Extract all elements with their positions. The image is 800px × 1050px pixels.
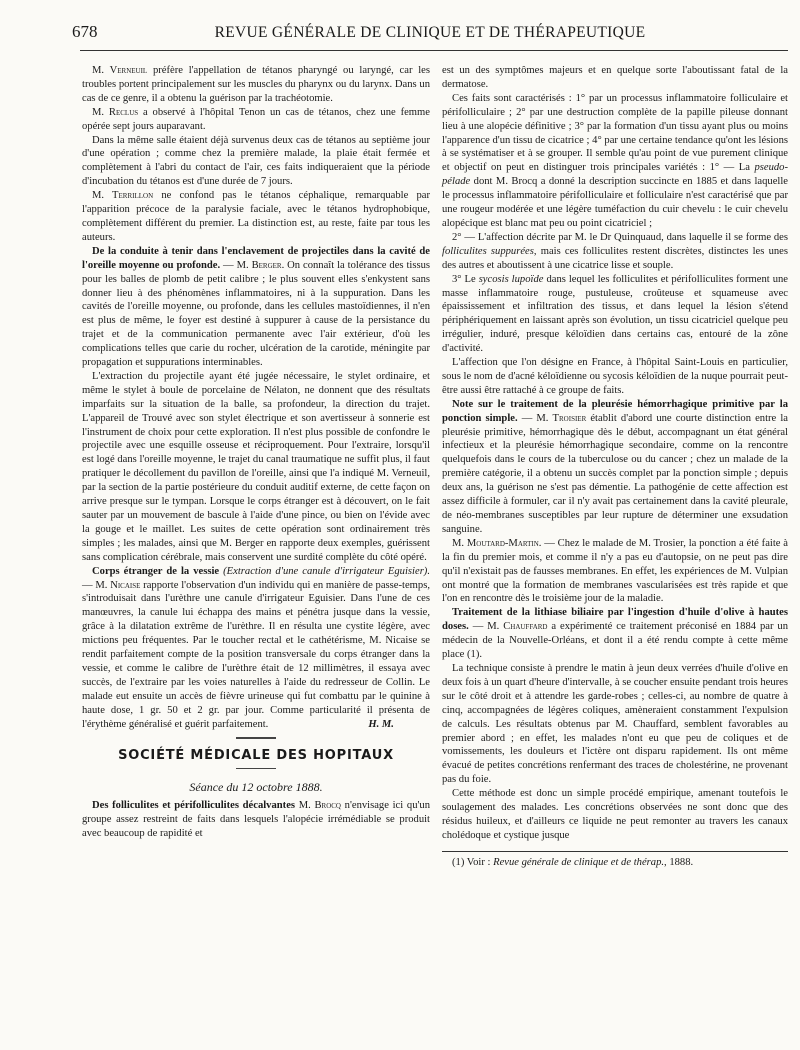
section-title: Note sur le traitement de la pleurésie hémorrhagique primitive par la ponction simple. xyxy=(442,398,788,424)
author-name: M. Berger xyxy=(236,259,282,271)
section-title: Des folliculites et périfolliculites décalvantes xyxy=(92,800,296,812)
author-name: M. Verneuil xyxy=(92,65,148,76)
paragraph: Cette méthode est donc un simple procédé empirique, amenant toutefois le soulagement des malades. Les concrétions observées ne sont donc que des résidus huileux, et d'ailleurs ce liquide ne peut remonter au travers les canaux cholédoque et cystique jusque xyxy=(442,788,788,841)
paragraph: Ces faits sont caractérisés : 1° par un processus inflammatoire folliculaire et périfolliculaire ; 2° par une destruction complète de la papille pileuse donnant lieu à une alopécie définitive ; 3° par la formation d'un tissu ayant plus ou moins l'apparence d'un tissu de cicatrice ; 4° par une certaine tendance qu'ont les lésions à se systématiser et à se grouper. Il semble qu'au point de vue purement clinique et objectif on peut en distinguer trois principales variétés : 1° — La pseudo-pélade dont M. Brocq a donné la description succincte en 1885 et dans laquelle le processus inflammatoire périfolliculaire et folliculaire n'est caractérisé que par une rougeur modérée et une légère tuméfaction du cuir chevelu : le cuir chevelu alopécique est blanc mat peu ou point cicatriciel ; xyxy=(442,92,788,229)
author-name: Chauffard xyxy=(503,621,548,633)
paragraph: L'affection que l'on désigne en France, à l'hôpital Saint-Louis en particulier, sous le nom de d'acné kéloïdienne ou sycosis kéloïdien de la nuque pourrait peut-être aussi être rattaché à ce groupe de faits. xyxy=(442,357,788,396)
paragraph: Note sur le traitement de la pleurésie hémorrhagique primitive par la ponction simple. — M. Troisier établit d'abord une courte distinction entre la pleurésie primitive, hémorrhagique dès le début, accompagnant un état général infectieux et la pleurésie hémorrhagique secondaire, comme on la rencontre quelquefois dans le cours de la tuberculose ou du cancer ; chez un malade de la première catégorie, il a obtenu un succès complet par la ponction simple ; depuis deux ans, la guérison ne s'est pas démentie. La pathogénie de cette affection est assez difficile à formuler, car il n'y avait pas certainement dans la cavité pleurale, de néo-membranes susceptibles par leur rupture de déterminer une exsudation sanguine. xyxy=(442,398,788,535)
paragraph: Des folliculites et périfolliculites décalvantes M. Brocq n'envisage ici qu'un groupe assez restreint de faits dans lesquels l'alopécie irrémédiable se produit avec beaucoup de rapidité et xyxy=(82,800,430,840)
session-date: Séance du 12 octobre 1888. xyxy=(189,780,323,795)
paragraph: La technique consiste à prendre le matin à jeun deux verrées d'huile d'olive en deux fois à un quart d'heure d'intervalle, à se coucher ensuite pendant trois heures sur le côté droit et à attendre les garde-robes ; celles-ci, au nombre de quatre à cinq, accompagnées de légères coliques, amèneraient constamment l'expulsion de calculs. Les résultats obtenus par M. Chauffard, semblent favorables au premier abord ; en effet, les malades n'ont eu que peu de coliques et de vomissements, les douleurs et l'ictère ont disparu rapidement. Ils ont même évacué de petites concrétions renfermant des traces de cholestérine, ne provenant pas du foie. xyxy=(442,662,788,786)
divider xyxy=(236,768,276,769)
page-number: 678 xyxy=(72,22,98,41)
paragraph: M. Moutard-Martin. — Chez le malade de M. Trosier, la ponction a été faite à la fin du premier mois, et comme il n'y a pas eu d'autopsie, on ne peut pas dire qu'il n'existait pas de fausses membranes. En effet, les expériences de M. Vulpian ont montré que la formation de membranes vascularisées est très rapide et que l'on en rencontre dès le troisième jour de la maladie. xyxy=(442,537,788,605)
footnote: (1) Voir : Revue générale de clinique et de thérap., 1888. xyxy=(452,856,694,868)
author-name: M. Terrillon xyxy=(92,190,154,202)
footnote-rule xyxy=(442,851,788,852)
section-title: Traitement de la lithiase biliaire par l'ingestion d'huile d'olive à hautes doses. xyxy=(442,607,788,633)
paragraph: M. Reclus a observé à l'hôpital Tenon un cas de tétanos, chez une femme opérée sept jours auparavant. xyxy=(82,106,430,132)
left-column xyxy=(82,64,430,841)
author-name: Troisier xyxy=(552,412,587,424)
page-header xyxy=(72,20,788,46)
author-name: M. Moutard-Martin. xyxy=(452,537,542,549)
section-title: De la conduite à tenir dans l'enclavement de projectiles dans la cavité de l'oreille moyenne ou profonde. xyxy=(82,245,430,271)
paragraph: L'extraction du projectile ayant été jugée nécessaire, le stylet ordinaire, et même le stylet à boule de porcelaine de Nélaton, ne donnent que des résultats imparfaits sur la situation de la balle, sa profondeur, la direction du trajet. L'appareil de Trouvé avec son stylet électrique et son avertisseur à sonnerie est l'instrument de choix pour cette exploration. Il n'est plus possible de confondre le projectile avec une esquille osseuse et réciproquement. Pour l'extraire, lorsqu'il est logé dans l'oreille moyenne, le trajet du canal traumatique ne suffit plus, il faut pratiquer le décollement du pavillon de l'oreille, ainsi que l'a indiqué M. Verneuil, par la section de la partie postérieure du conduit auditif externe, de cette façon on arrive presque sur le tympan. Lorsque le corps étranger est à découvert, on le fait sauter par un mouvement de bascule à l'aide d'une pince, ou bien on l'évide avec la gouge et le maillet. Les suites de cette opération sont ordinairement très simples ; les malades, ainsi que M. Berger en rapporte deux exemples, guérissent sans complication cérébrale, mais conservent une surdité complète du côté opéré. xyxy=(82,370,430,563)
paragraph: 2° — L'affection décrite par M. le Dr Quinquaud, dans laquelle il se forme des folliculites suppurées, mais ces folliculites restent discrètes, distinctes les unes des autres et aboutissent à une cicatrice lisse et souple. xyxy=(442,231,788,271)
author-name: M. Reclus xyxy=(92,106,139,118)
section-title: Corps étranger de la vessie xyxy=(92,565,220,577)
author-name: Nicaise xyxy=(110,579,141,591)
paragraph: De la conduite à tenir dans l'enclavement de projectiles dans la cavité de l'oreille moyenne ou profonde. — M. Berger. On connaît la tolérance des tissus pour les balles de plomb de petit calibre ; le plus souvent elles s'enkystent sans donner lieu à des phénomènes inflammatoires, ni à la suppuration. Dans les cavités de l'oreille moyenne, ou profonde, dans les cellules mastoïdiennes, il n'en est plus de même, le foyer est destiné à suppurer à cause de la persistance du trajet et de la communication permanente avec l'air extérieur, d'où les complications telles que carie du rocher, ulcération de la carotide, méningite par propagation et suppurations interminables. xyxy=(82,245,430,369)
header-rule xyxy=(80,50,788,51)
paragraph: Dans la même salle étaient déjà survenus deux cas de tétanos au septième jour d'une opération ; comme chez la première malade, la plaie était fermée et complètement à l'abri du contact de l'air, ces faits indiqueraient que la période d'incubation du tétanos est d'une durée de 7 jours. xyxy=(82,134,430,188)
divider xyxy=(236,737,276,739)
paragraph: est un des symptômes majeurs et en quelque sorte l'aboutissant fatal de la dermatose. xyxy=(442,65,788,90)
paragraph: Traitement de la lithiase biliaire par l'ingestion d'huile d'olive à hautes doses. — M. Chauffard a expérimenté ce traitement préconisé en 1884 par un médecin de la Nouvelle-Orléans, et dont il a été rendu compte à cette même place (1). xyxy=(442,607,788,661)
signature: H. M. xyxy=(368,718,394,730)
society-heading: SOCIÉTÉ MÉDICALE DES HOPITAUX xyxy=(118,747,394,763)
running-title: REVUE GÉNÉRALE DE CLINIQUE ET DE THÉRAPEUTIQUE xyxy=(214,24,646,41)
right-column xyxy=(442,64,788,870)
paragraph: Corps étranger de la vessie (Extraction d'une canule d'irrigateur Eguisier). — M. Nicaise rapporte l'observation d'un individu qui en manière de passe-temps, s'introduisait dans l'urèthre une canule d'irrigateur Eguisier. Dans l'une de ces manœuvres, la canule lui échappa des mains et pénétra jusque dans la vessie, grâce à la dilatation extrême de l'urèthre. Il en résulta une cystite légère, avec mictions peu fréquentes. Par le toucher rectal et le cathétérisme, M. Nicaise se rendit parfaitement compte de la position transversale du corps étranger dans la vessie, et comme le calibre de l'urèthre était de 12 millimètres, il essaya avec succès, de l'extraire par les voies naturelles à l'aide du redresseur de Collin. Le malade eut ensuite un accès de fièvre urineuse qui fut combattu par le quinine à haute dose, 1 gr. 50 et 2 gr. par jour. Comme particularité il présenta de l'érythème généralisé et guérit parfaitement. H. M. xyxy=(82,565,430,730)
paragraph: M. Terrillon ne confond pas le tétanos céphalique, remarquable par l'apparition précoce de la paralysie faciale, avec le tétanos hydrophobique, complètement différent du premier. La distinction est, au reste, faite par tous les auteurs. xyxy=(82,190,431,243)
paragraph: M. Verneuil préfère l'appellation de tétanos pharyngé ou laryngé, car les troubles portent principalement sur les muscles du pharynx ou du larynx. Dans un cas de ce genre, il a obtenu la guérison par la trachéotomie. xyxy=(82,65,430,104)
paragraph: 3° Le sycosis lupoïde dans lequel les folliculites et périfolliculites forment une masse inflammatoire rouge, pustuleuse, croûteuse et squameuse avec épaississement et infiltration des tissus, et dans lequel la lésion s'étend périphériquement en laissant après son évolution, un tissu cicatriciel quelque peu irrégulier, induré, presque kéloïdien dans certains cas, entouré de la zône d'activité. xyxy=(442,273,788,355)
author-name: M. Brocq xyxy=(295,800,341,812)
